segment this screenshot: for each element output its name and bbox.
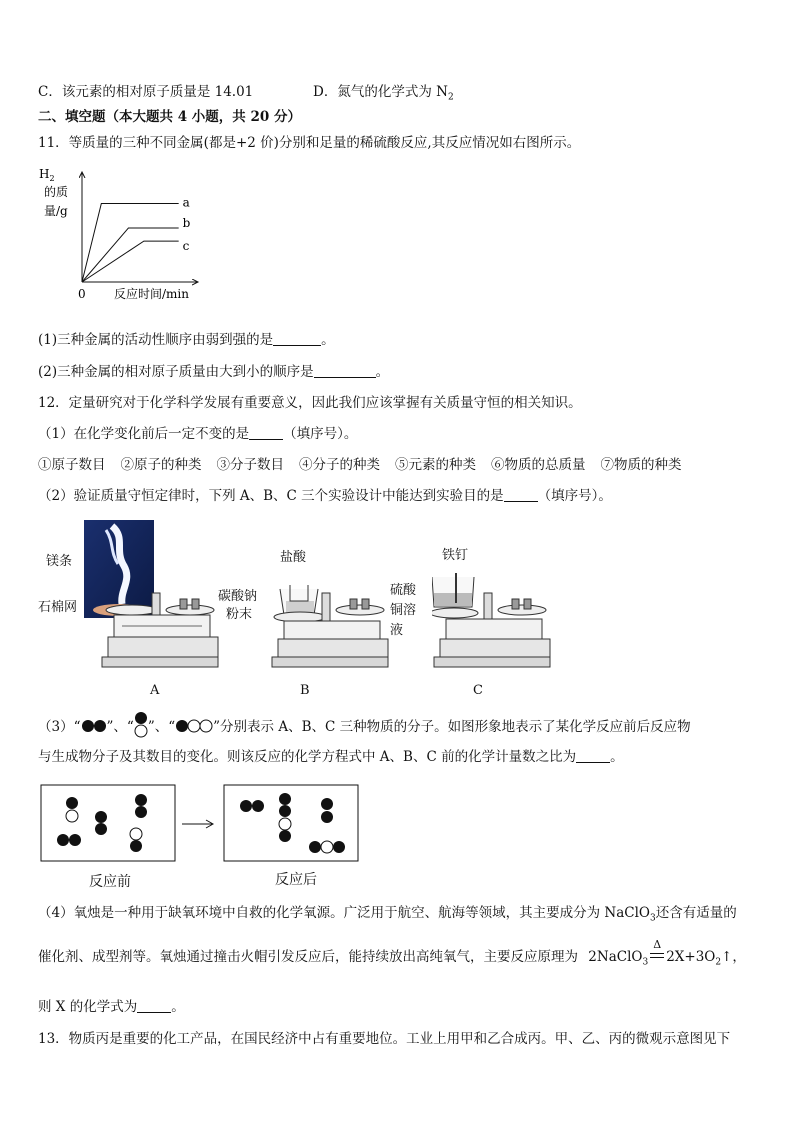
series-label-c: c bbox=[182, 239, 190, 254]
series-line-b bbox=[82, 228, 179, 282]
option-1: ①原子数目 bbox=[38, 457, 106, 473]
option-2: ②原子的种类 bbox=[120, 457, 202, 473]
option-5: ⑤元素的种类 bbox=[395, 457, 476, 473]
label-hcl: 盐酸 bbox=[280, 550, 307, 565]
label-after: 反应后 bbox=[275, 872, 317, 888]
series-label-a: a bbox=[182, 195, 190, 210]
label-mesh: 石棉网 bbox=[38, 600, 78, 615]
answer-blank[interactable] bbox=[273, 331, 321, 346]
after-molecules bbox=[240, 793, 345, 853]
answer-blank[interactable] bbox=[576, 748, 610, 763]
heat-symbol: Δ bbox=[653, 938, 662, 951]
tag-c: C bbox=[473, 683, 483, 698]
reaction-diagram bbox=[40, 784, 370, 864]
q12-sub4-line3: 则 X 的化学式为 。 bbox=[38, 999, 185, 1015]
answer-blank[interactable] bbox=[249, 425, 283, 440]
x-label: 反应时间/min bbox=[114, 287, 189, 301]
q12-sub3-line1: （3）“ ”、“ ”、“ ”分别表示 A、B、C 三种物质的分子。如图形象地表示了某化学反应前后反应物 bbox=[38, 711, 691, 739]
answer-blank[interactable] bbox=[314, 363, 376, 378]
q12-sub4-line2: 催化剂、成型剂等。氧烛通过撞击火帽引发反应后，能持续放出高纯氧气，主要反应原理为 2NaClO$_3$ Δ $2X+3O_2↑$， bbox=[38, 947, 746, 973]
q10-options-line bbox=[38, 82, 454, 103]
tag-b: B bbox=[300, 683, 310, 698]
y-label-line2: 的质 bbox=[44, 185, 69, 199]
series-line-a bbox=[82, 203, 179, 282]
q12-sub4-line1: （4）氧烛是一种用于缺氧环境中自救的化学氧源。广泛用于航空、航海等领域，其主要成分为 NaClO$_3$还含有适量的 bbox=[38, 905, 737, 924]
equation: 2NaClO$_3$ Δ $2X+3O_2↑$， bbox=[588, 949, 746, 965]
q13-stem: 13．物质丙是重要的化工产品，在国民经济中占有重要地位。工业上用甲和乙合成丙。甲、乙、丙的微观示意图见下 bbox=[38, 1031, 731, 1047]
option-6: ⑥物质的总质量 bbox=[491, 457, 586, 473]
q11-chart bbox=[38, 160, 218, 310]
section-title: 二、填空题（本大题共 4 小题，共 20 分） bbox=[38, 109, 301, 125]
origin-label: 0 bbox=[78, 287, 86, 301]
q12-sub2: （2）验证质量守恒定律时，下列 A、B、C 三个实验设计中能达到实验目的是 （填序号）。 bbox=[38, 488, 612, 504]
series-line-c bbox=[82, 241, 179, 282]
y-label-line1: $H_2$ bbox=[39, 167, 55, 183]
molecule-a-icon bbox=[81, 719, 107, 733]
q11-sub2: (2)三种金属的相对原子质量由大到小的顺序是 。 bbox=[38, 364, 390, 380]
option-3: ③分子数目 bbox=[216, 457, 284, 473]
balance-a bbox=[100, 585, 220, 670]
molecule-c-icon bbox=[175, 719, 213, 733]
balance-b bbox=[270, 585, 390, 670]
q12-sub3-line2: 与生成物分子及其数目的变化。则该反应的化学方程式中 A、B、C 前的化学计量数之比为 。 bbox=[38, 749, 624, 765]
label-na2co3-1: 碳酸钠 bbox=[218, 589, 258, 604]
option-4: ④分子的种类 bbox=[299, 457, 380, 473]
label-na2co3-2: 粉末 bbox=[226, 607, 253, 622]
balance-c bbox=[432, 573, 552, 670]
q10-option-c: C．该元素的相对原子质量是 14.01 bbox=[38, 84, 254, 100]
series-label-b: b bbox=[182, 216, 191, 230]
q10-option-d: D．氮气的化学式为 $N_2$ bbox=[313, 84, 454, 103]
label-cuso4-2: 铜溶 bbox=[390, 603, 417, 618]
q11-stem: 11．等质量的三种不同金属(都是+2 价)分别和足量的稀硫酸反应,其反应情况如右图所示。 bbox=[38, 135, 581, 151]
answer-blank[interactable] bbox=[504, 487, 538, 502]
before-molecules bbox=[57, 794, 147, 852]
label-nail: 铁钉 bbox=[442, 548, 469, 563]
tag-a: A bbox=[150, 683, 160, 698]
q12-options bbox=[38, 455, 682, 475]
q12-sub1: （1）在化学变化前后一定不变的是 （填序号）。 bbox=[38, 426, 358, 442]
before-box bbox=[41, 785, 175, 861]
label-cuso4-1: 硫酸 bbox=[390, 583, 417, 598]
q11-sub1: (1)三种金属的活动性顺序由弱到强的是 。 bbox=[38, 332, 335, 348]
label-before: 反应前 bbox=[89, 874, 131, 890]
experiment-setups bbox=[0, 515, 794, 700]
y-label-line3: 量/g bbox=[44, 204, 68, 218]
label-cuso4-3: 液 bbox=[390, 623, 404, 638]
answer-blank[interactable] bbox=[137, 998, 171, 1013]
option-7: ⑦物质的种类 bbox=[600, 457, 682, 473]
label-mg: 镁条 bbox=[46, 554, 73, 569]
q12-stem: 12．定量研究对于化学科学发展有重要意义，因此我们应该掌握有关质量守恒的相关知识。 bbox=[38, 395, 582, 411]
molecule-b-icon bbox=[134, 711, 148, 739]
